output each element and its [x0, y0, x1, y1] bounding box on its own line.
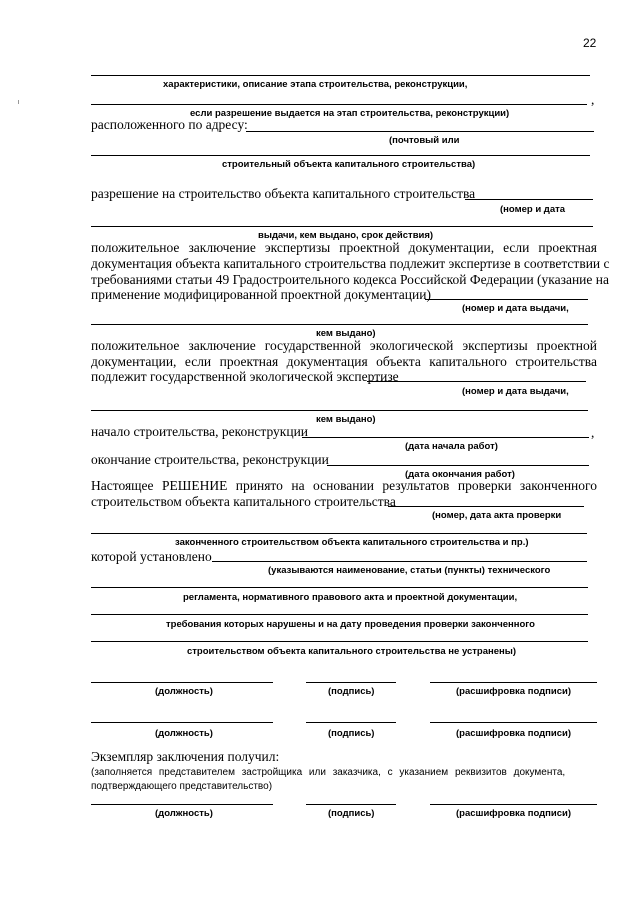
caption-construction-address: строительный объекта капитального строительства) [222, 159, 476, 170]
decision-field[interactable] [388, 506, 584, 507]
fill-line[interactable] [91, 641, 588, 642]
end-field[interactable] [327, 465, 589, 466]
decoding-field[interactable] [430, 804, 597, 805]
caption-permit-num: (номер и дата [500, 204, 566, 215]
caption-names-articles: (указываются наименование, статьи (пункты) технического [268, 565, 551, 576]
copy-received-label: Экземпляр заключения получил: [91, 749, 280, 764]
position-field[interactable] [91, 682, 273, 683]
eco-line-1: положительное заключение государственной экологической экспертизы проектной [91, 338, 597, 353]
expertise-field[interactable] [425, 299, 588, 300]
caption-position: (должность) [155, 728, 213, 739]
fill-line[interactable] [91, 614, 588, 615]
page-number: 22 [583, 36, 597, 50]
start-field[interactable] [302, 437, 589, 438]
caption-num-date-1: (номер и дата выдачи, [462, 303, 569, 314]
signature-field[interactable] [306, 682, 396, 683]
caption-position: (должность) [155, 808, 213, 819]
signature-field[interactable] [306, 722, 396, 723]
expertise-line-3: требованиями статьи 49 Градостроительного кодекса Российской Федерации (указание на [91, 272, 609, 287]
start-label: начало строительства, реконструкции [91, 424, 309, 439]
eco-field[interactable] [367, 381, 586, 382]
expertise-line-1: положительное заключение экспертизы проектной документации, если проектная [91, 240, 597, 255]
eco-line-3: подлежит государственной экологической экспертизе [91, 369, 399, 384]
established-field[interactable] [212, 561, 587, 562]
permit-field[interactable] [465, 199, 593, 200]
caption-finished-obj: законченного строительством объекта капитального строительства и пр.) [175, 537, 529, 548]
expertise-line-2: документация объекта капитального строительства подлежит экспертизе в соответствии с [91, 256, 610, 271]
position-field[interactable] [91, 804, 273, 805]
position-field[interactable] [91, 722, 273, 723]
caption-postal: (почтовый или [389, 135, 460, 146]
address-label: расположенного по адресу: [91, 117, 248, 132]
caption-requirements: требования которых нарушены и на дату проведения проверки законченного [166, 619, 535, 630]
caption-signature: (подпись) [328, 686, 375, 697]
caption-decoding: (расшифровка подписи) [456, 686, 572, 697]
fill-line[interactable] [91, 410, 588, 411]
decoding-field[interactable] [430, 722, 597, 723]
decision-line-1: Настоящее РЕШЕНИЕ принято на основании результатов проверки законченного [91, 478, 597, 493]
caption-who-issued-1: кем выдано) [316, 328, 376, 339]
caption-signature: (подпись) [328, 728, 375, 739]
fill-line[interactable] [91, 155, 590, 156]
fill-line[interactable] [91, 104, 587, 105]
caption-if-stage: если разрешение выдается на этап строительства, реконструкции) [190, 108, 510, 119]
caption-position: (должность) [155, 686, 213, 697]
caption-stage-desc: характеристики, описание этапа строительства, реконструкции, [163, 79, 468, 90]
caption-regulation: регламента, нормативного правового акта и проектной документации, [183, 592, 518, 603]
decision-line-2: строительством объекта капитального строительства [91, 494, 396, 509]
established-label: которой установлено [91, 549, 212, 564]
caption-num-date-2: (номер и дата выдачи, [462, 386, 569, 397]
fill-line[interactable] [91, 324, 588, 325]
fill-line[interactable] [91, 533, 587, 534]
copy-note-line-2: подтверждающего представительство) [91, 781, 273, 792]
caption-not-fixed: строительством объекта капитального строительства не устранены) [187, 646, 517, 657]
scan-mark [18, 100, 19, 104]
expertise-line-4: применение модифицированной проектной документации) [91, 287, 431, 302]
address-field[interactable] [246, 131, 594, 132]
fill-line[interactable] [91, 587, 588, 588]
fill-line[interactable] [91, 75, 590, 76]
caption-issue-info: выдачи, кем выдано, срок действия) [258, 230, 434, 241]
copy-note-line-1: (заполняется представителем застройщика или заказчика, с указанием реквизитов документа, [91, 767, 566, 778]
caption-signature: (подпись) [328, 808, 375, 819]
fill-line[interactable] [91, 226, 593, 227]
comma: , [591, 92, 595, 107]
caption-decoding: (расшифровка подписи) [456, 808, 572, 819]
caption-act-num: (номер, дата акта проверки [432, 510, 562, 521]
comma: , [591, 425, 595, 440]
permit-label: разрешение на строительство объекта капитального строительства [91, 186, 476, 201]
decoding-field[interactable] [430, 682, 597, 683]
signature-field[interactable] [306, 804, 396, 805]
eco-line-2: документации, если проектная документация объекта капитального строительства [91, 354, 597, 369]
caption-start-date: (дата начала работ) [405, 441, 498, 452]
caption-who-issued-2: кем выдано) [316, 414, 376, 425]
caption-decoding: (расшифровка подписи) [456, 728, 572, 739]
end-label: окончание строительства, реконструкции [91, 452, 329, 467]
caption-end-date: (дата окончания работ) [405, 469, 515, 480]
